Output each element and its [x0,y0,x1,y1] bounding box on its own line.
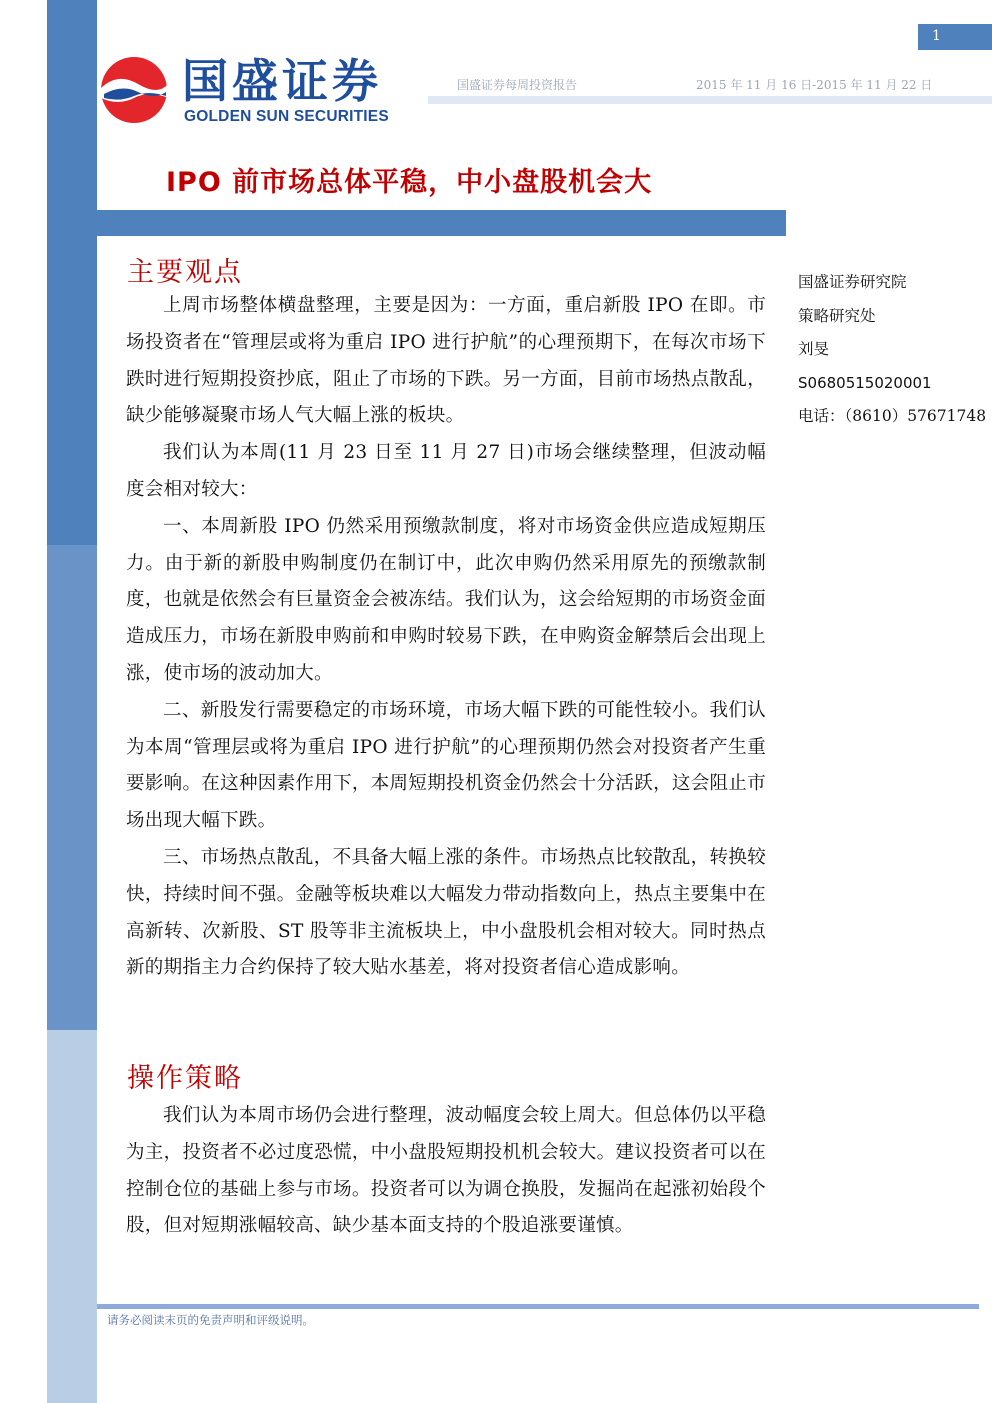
analyst-sidebar [798,266,986,434]
footer-divider [97,1304,979,1309]
section-heading-main-points: 主要观点 [127,257,243,288]
paragraph: 我们认为本周(11 月 23 日至 11 月 27 日)市场会继续整理，但波动幅度会相对较大： [126,442,766,500]
left-color-bar-middle [47,545,97,1030]
paragraph: 我们认为本周市场仍会进行整理，波动幅度会较上周大。但总体仍以平稳为主，投资者不必过度恐慌，中小盘股短期投机机会较大。建议投资者可以在控制仓位的基础上参与市场。投资者可以为调仓换股，发掘尚在起涨初始段个股，但对短期涨幅较高、缺少基本面支持的个股追涨要谨慎。 [126,1105,766,1237]
section-body-main-points [126,288,766,987]
paragraph: 三、市场热点散乱，不具备大幅上涨的条件。市场热点比较散乱，转换较快，持续时间不强。金融等板块难以大幅发力带动指数向上，热点主要集中在高新转、次新股、ST 股等非主流板块上，中小盘股机会相对较大。同时热点新的期指主力合约保持了较大贴水基差，将对投资者信心造成影响。 [126,846,766,979]
report-date-range: 2015 年 11 月 16 日-2015 年 11 月 22 日 [696,78,933,92]
report-title: IPO 前市场总体平稳，中小盘股机会大 [166,167,653,198]
left-color-bar-top [47,0,97,545]
section-heading-strategy: 操作策略 [127,1063,243,1094]
left-color-bar-bottom [47,1030,97,1403]
page-number: 1 [918,24,992,50]
institute-name: 国盛证券研究院 [798,273,907,291]
logo-english-name: GOLDEN SUN SECURITIES [184,108,389,125]
analyst-license: S0680515020001 [798,373,932,392]
analyst-name: 刘旻 [798,340,830,358]
logo-chinese-name: 国盛证券 [182,54,382,108]
logo-mark-icon [98,54,170,126]
paragraph: 一、本周新股 IPO 仍然采用预缴款制度，将对市场资金供应造成短期压力。由于新的新股申购制度仍在制订中，此次申购仍然采用原先的预缴款制度，也就是依然会有巨量资金会被冻结。我们认为，这会给短期的市场资金面造成压力，市场在新股申购前和申购时较易下跌，在申购资金解禁后会出现上涨，使市场的波动加大。 [126,515,766,684]
disclaimer-note: 请务必阅读末页的免责声明和评级说明。 [107,1313,314,1327]
analyst-phone: 电话：（8610）57671748 [798,407,987,425]
section-body-strategy [126,1098,766,1245]
report-series-name: 国盛证券每周投资报告 [457,78,578,92]
department-name: 策略研究处 [798,306,876,325]
title-divider-bar [97,210,786,236]
company-logo [98,54,408,134]
header-divider [428,96,992,104]
paragraph: 上周市场整体横盘整理，主要是因为：一方面，重启新股 IPO 在即。市场投资者在“管理层或将为重启 IPO 进行护航”的心理预期下，在每次市场下跌时进行短期投资抄底，阻止了市场的下跌。另一方面，目前市场热点散乱，缺少能够凝聚市场人气大幅上涨的板块。 [126,295,766,427]
paragraph: 二、新股发行需要稳定的市场环境，市场大幅下跌的可能性较小。我们认为本周“管理层或将为重启 IPO 进行护航”的心理预期仍然会对投资者产生重要影响。在这种因素作用下，本周短期投机资金仍然会十分活跃，这会阻止市场出现大幅下跌。 [126,699,766,832]
